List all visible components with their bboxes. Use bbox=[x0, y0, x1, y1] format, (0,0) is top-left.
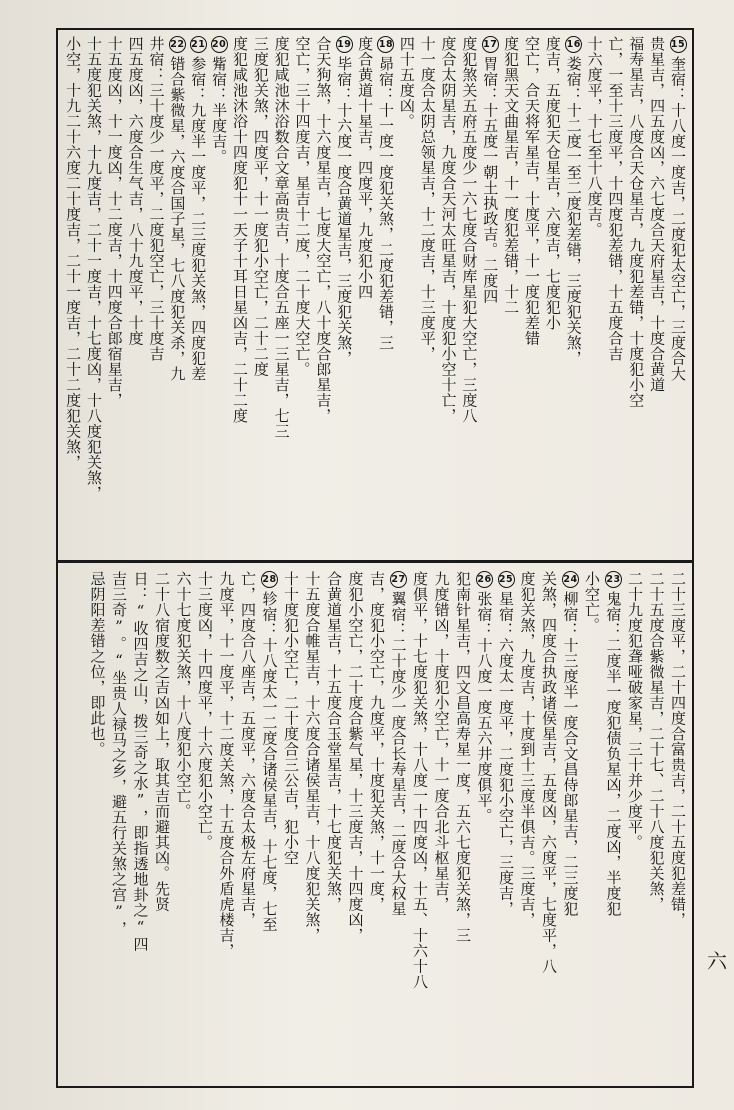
text-column bbox=[563, 36, 584, 552]
column-text: 空亡，合天将军星吉，十度平，十一度犯差错 bbox=[522, 36, 541, 346]
circled-number-badge: 24 bbox=[562, 571, 579, 588]
column-text: 觜宿：半度吉。 bbox=[210, 56, 229, 165]
column-text: 关煞，四度合执政诸侯星吉，五度凶，六度平，七度平，八 bbox=[540, 571, 558, 974]
text-column bbox=[172, 571, 194, 1079]
text-column bbox=[417, 36, 438, 552]
column-text: 昴宿：十一度一度犯关煞，二度犯差错，三 bbox=[376, 56, 395, 351]
text-column bbox=[542, 36, 563, 552]
column-text: 二十三度平，二十四度合富贵吉，二十五度犯差错， bbox=[669, 571, 687, 928]
column-text: 九度错凶，十度犯小空亡，十一度合北斗枢星吉， bbox=[432, 571, 451, 912]
column-text: 十五度合帷星吉，十六度合诸侯星吉，十八度犯关煞， bbox=[303, 571, 322, 943]
column-text: 吉三奇”。“坐贵人禄马之乡，避五行关煞之宫”， bbox=[110, 571, 128, 937]
text-column bbox=[375, 36, 396, 552]
column-text: 十六度平，十七至十八度吉。 bbox=[585, 36, 604, 238]
text-column bbox=[215, 571, 237, 1079]
text-column bbox=[333, 36, 354, 552]
column-text: 吉，度犯小空亡，九度平，十度犯关煞，十一度， bbox=[368, 571, 386, 912]
column-text: 空亡，三十四度吉，星吉十二度，二十度大空亡。 bbox=[293, 36, 312, 377]
text-column bbox=[250, 36, 271, 552]
text-column bbox=[354, 36, 375, 552]
column-text: 二十九度犯聋哑破家星，三十并少度平。 bbox=[626, 571, 644, 850]
column-text: 贵星吉，四五度凶，六七度合天府星吉，十度合黄道 bbox=[648, 36, 667, 393]
column-text: 十三度凶，十四度平，十六度犯小空亡。 bbox=[196, 571, 214, 850]
column-text: 三度犯关煞，四度平，十一度犯小空亡，二十二度 bbox=[251, 36, 270, 377]
text-column bbox=[479, 36, 500, 552]
text-column bbox=[129, 571, 151, 1079]
text-column bbox=[605, 36, 626, 552]
column-text: 犯南针星吉，四文昌高寿星一度，五六七度犯关煞，三 bbox=[454, 571, 472, 943]
circled-number-badge: 19 bbox=[336, 36, 353, 53]
circled-number-badge: 28 bbox=[261, 571, 278, 588]
column-text: 十五度犯关煞，十九度吉，二十一度吉，十七度凶，十八度犯关煞， bbox=[84, 36, 103, 501]
column-text: 度犯小空亡，二十度合紫气星，十三度吉，十四度凶， bbox=[346, 571, 365, 943]
column-text: 胃宿：十五度一朝土执政吉。二度四 bbox=[481, 56, 500, 304]
column-text: 度犯咸池沐浴十四度犯十一天子十耳日星凶吉，二十二度 bbox=[230, 36, 249, 424]
column-text: 娄宿：十二度一至二度犯差错，三度犯关煞， bbox=[564, 56, 583, 366]
column-text: 度俱平，十七度犯关煞，十八度一十四度凶，十五、十六十八 bbox=[411, 571, 429, 990]
column-text: 度犯咸池沐浴数合文章高贵吉，十度合五座一三星吉，七三 bbox=[272, 36, 291, 439]
circled-number-badge: 23 bbox=[605, 571, 622, 588]
circled-number-badge: 15 bbox=[670, 36, 687, 53]
text-column bbox=[396, 36, 417, 552]
text-column bbox=[667, 571, 689, 1079]
circled-number-badge: 16 bbox=[565, 36, 582, 53]
text-column bbox=[366, 571, 388, 1079]
column-text: 二十五度合紫微星吉，二十七、二十八度犯关煞， bbox=[647, 571, 666, 912]
text-column bbox=[62, 36, 83, 552]
column-text: 十一度合太阴总领星吉，十二度吉，十三度平， bbox=[418, 36, 437, 362]
column-text: 错合紫微星，六度合国子星，七八度犯关杀，九 bbox=[168, 56, 187, 382]
column-text: 度合太阴星吉，九度合天河太旺星吉，十度犯小空十亡， bbox=[439, 36, 458, 424]
text-column bbox=[602, 571, 624, 1079]
circled-number-badge: 22 bbox=[169, 36, 186, 53]
column-text: 轸宿：十八度太一二度合诸侯星吉，十七度，七至 bbox=[260, 591, 279, 932]
column-text: 毕宿：十六度一度合黄道星吉，三度犯关煞， bbox=[335, 56, 354, 366]
column-text: 小空亡。 bbox=[583, 571, 601, 633]
column-text: 参宿：九度半一度平，二三度犯关煞，四度犯差 bbox=[189, 56, 208, 382]
column-text: 亡，四度合八座吉，五度平，六度合太极左府星吉， bbox=[239, 571, 257, 928]
text-column bbox=[438, 36, 459, 552]
circled-number-badge: 26 bbox=[476, 571, 493, 588]
text-column bbox=[83, 36, 104, 552]
text-column bbox=[125, 36, 146, 552]
column-text: 合天狗煞，十六度星吉，七度大空亡，八十度合郎星吉， bbox=[314, 36, 333, 424]
text-column bbox=[104, 36, 125, 552]
column-text: 亡，一至十三度平，十四度犯差错，十五度合吉 bbox=[606, 36, 625, 362]
column-text: 六十七度犯关煞，十八度犯小空亡。 bbox=[174, 571, 193, 819]
text-column bbox=[387, 571, 409, 1079]
top-text-panel bbox=[58, 30, 692, 558]
text-column bbox=[323, 571, 345, 1079]
column-text: 合黄道星吉，十五度合玉堂星吉，十七度犯关煞， bbox=[325, 571, 343, 912]
text-column bbox=[167, 36, 188, 552]
column-text: 度合黄道十星吉，四度平，九度犯小四 bbox=[356, 36, 375, 300]
text-column bbox=[624, 571, 646, 1079]
text-column bbox=[229, 36, 250, 552]
circled-number-badge: 18 bbox=[377, 36, 394, 53]
column-text: 四十五度凶。 bbox=[397, 36, 416, 129]
text-column bbox=[500, 36, 521, 552]
frame-divider bbox=[56, 560, 694, 563]
text-column bbox=[521, 36, 542, 552]
text-column bbox=[301, 571, 323, 1079]
column-text: 忌阴阳差错之位，即此也。 bbox=[88, 571, 107, 757]
circled-number-badge: 21 bbox=[190, 36, 207, 53]
column-text: 奎宿：十八度一度吉，二度犯太空亡，三度合大 bbox=[669, 56, 687, 382]
text-column bbox=[645, 571, 667, 1079]
column-text: 翼宿：二十度少一度合长寿星吉，二度合大权星 bbox=[389, 591, 408, 917]
text-column bbox=[409, 571, 431, 1079]
column-text: 小空，十九二十六度二十度吉，二十一度吉，二十二度犯关煞， bbox=[64, 36, 83, 470]
column-text: 九度平，十一度平，十二度关煞，十五度合外盾虎楼吉， bbox=[217, 571, 236, 959]
text-column bbox=[646, 36, 667, 552]
text-column bbox=[86, 571, 108, 1079]
text-column bbox=[151, 571, 173, 1079]
column-text: 度犯关煞，九度吉，十度到十三度半俱吉。三度吉， bbox=[518, 571, 537, 928]
column-text: 鬼宿：二度半一度犯债负星凶，二度凶，半度犯 bbox=[604, 591, 623, 917]
column-text: 柳宿：十三度半一度合文昌侍郎星吉，二三度犯 bbox=[561, 591, 580, 917]
column-text: 十五度凶，十一度凶，十二度吉，十四度合郎宿星吉， bbox=[105, 36, 124, 408]
bottom-text-panel bbox=[58, 565, 692, 1085]
text-column bbox=[559, 571, 581, 1079]
text-column bbox=[473, 571, 495, 1079]
text-column bbox=[108, 571, 130, 1079]
text-column bbox=[194, 571, 216, 1079]
circled-number-badge: 25 bbox=[498, 571, 515, 588]
column-text: 十十度犯小空亡，二十度合三公吉，犯小空 bbox=[282, 571, 300, 866]
text-column bbox=[581, 571, 603, 1079]
text-column bbox=[667, 36, 688, 552]
column-text: 福寿星吉，八度合天仓星吉，九度犯差错，十度犯小空 bbox=[627, 36, 646, 408]
column-text: 度犯黑天文曲星吉，十一度犯差错，十二 bbox=[502, 36, 521, 315]
text-column bbox=[187, 36, 208, 552]
column-text: 度吉，五度犯天仓星吉，六度吉，七度犯小 bbox=[543, 36, 562, 331]
text-column bbox=[258, 571, 280, 1079]
column-text: 星宿：六度太一度平，二度犯小空亡，三度吉， bbox=[497, 591, 515, 917]
text-column bbox=[344, 571, 366, 1079]
text-column bbox=[452, 571, 474, 1079]
text-column bbox=[459, 36, 480, 552]
text-column bbox=[495, 571, 517, 1079]
text-column bbox=[584, 36, 605, 552]
text-column bbox=[430, 571, 452, 1079]
column-text: 二十八宿度数之吉凶如上，取其吉而避其凶。先贤 bbox=[153, 571, 171, 912]
column-text: 度犯煞关五府五度少一六七度合财库星犯大空亡，三度八 bbox=[460, 36, 479, 424]
text-column bbox=[625, 36, 646, 552]
text-column bbox=[271, 36, 292, 552]
page-number: 六 bbox=[707, 949, 727, 973]
text-column bbox=[208, 36, 229, 552]
circled-number-badge: 27 bbox=[390, 571, 407, 588]
column-text: 四五度凶，六度合生气吉，八十九度平，十度 bbox=[126, 36, 145, 346]
text-column bbox=[516, 571, 538, 1079]
text-column bbox=[292, 36, 313, 552]
text-column bbox=[538, 571, 560, 1079]
column-text: 井宿：三十度少一度平，二度犯空亡，三十度吉 bbox=[147, 36, 166, 362]
text-column bbox=[237, 571, 259, 1079]
text-column bbox=[313, 36, 334, 552]
circled-number-badge: 17 bbox=[482, 36, 499, 53]
column-text: 日：“收四吉之山，拨三奇之水”，即指透地卦之“四 bbox=[131, 571, 150, 952]
circled-number-badge: 20 bbox=[211, 36, 228, 53]
column-text: 张宿：十八度一度五六井度俱平。 bbox=[475, 591, 494, 824]
text-column bbox=[146, 36, 167, 552]
text-column bbox=[280, 571, 302, 1079]
